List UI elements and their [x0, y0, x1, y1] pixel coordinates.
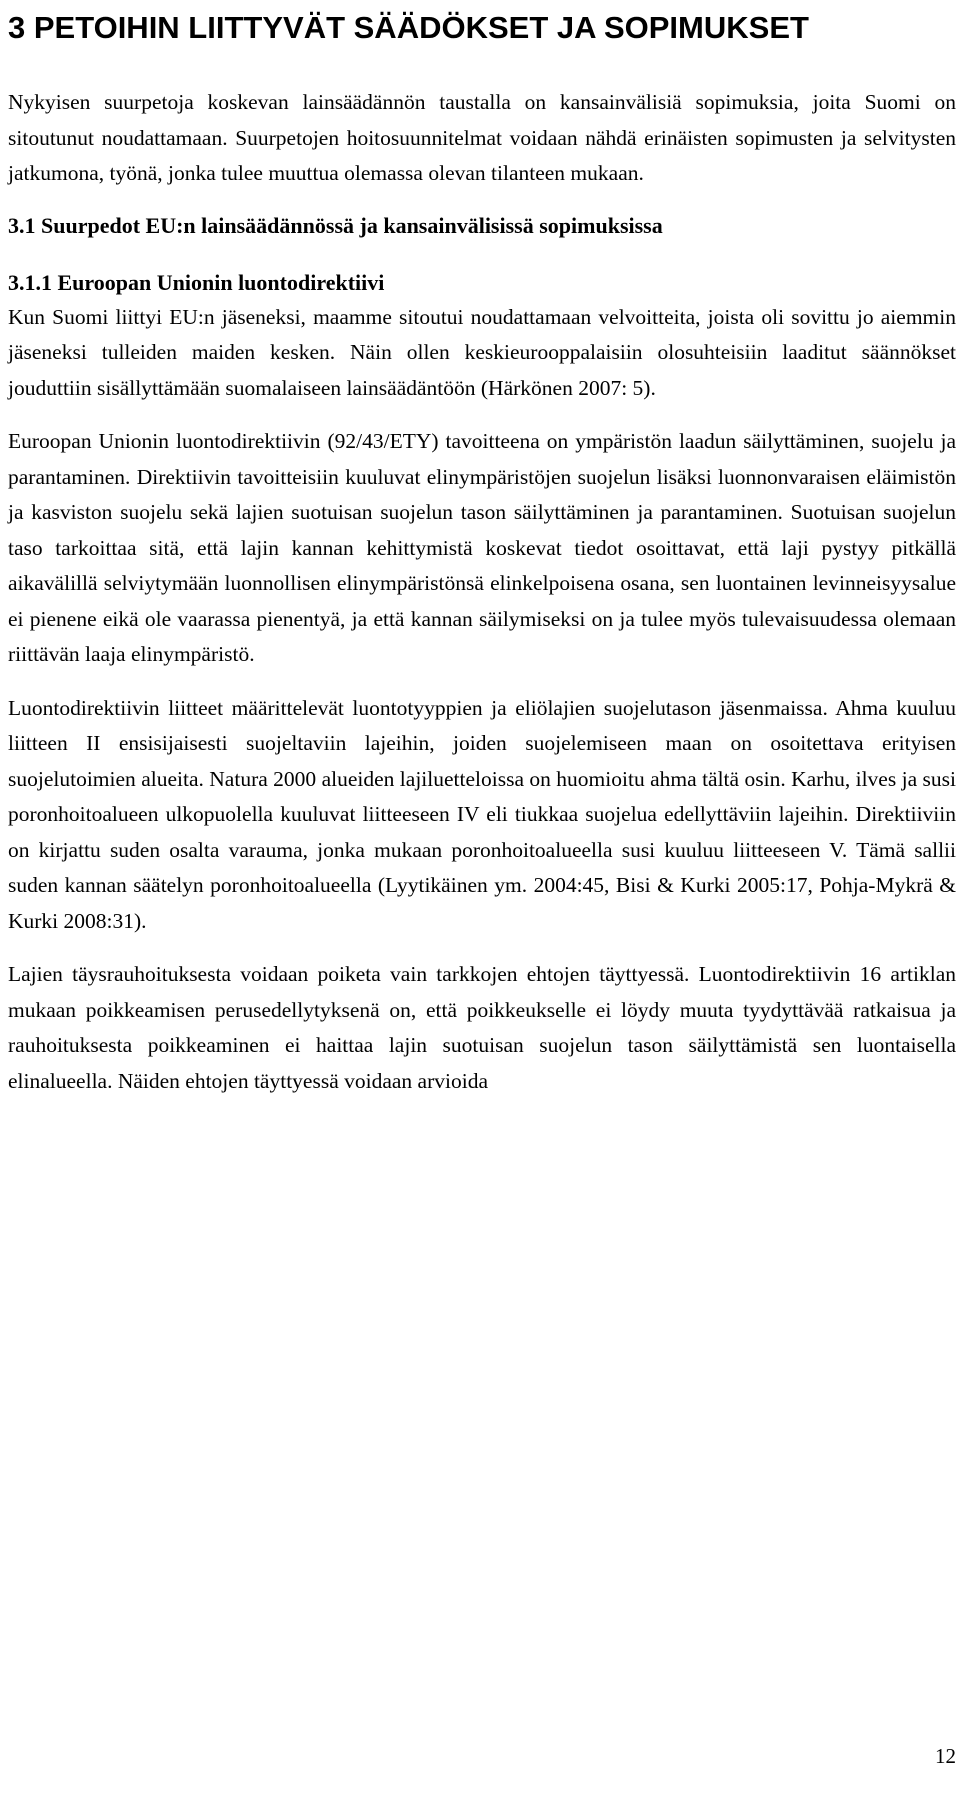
body-paragraph-3: Luontodirektiivin liitteet määrittelevät luontotyyppien ja eliölajien suojelutason jäsenmaissa. Ahma kuuluu liitteen II ensisijaisesti suojeltaviin lajeihin, joiden suojelemiseen maan on osoitettava erityisen suojelutoimien alueita. Natura 2000 alueiden lajiluetteloissa on huomioitu ahma tältä osin. Karhu, ilves ja susi poronhoitoalueen ulkopuolella kuuluvat liitteeseen IV eli tiukkaa suojelua edellyttäviin lajeihin. Direktiiviin on kirjattu suden osalta varauma, jonka mukaan poronhoitoalueella susi kuuluu liitteeseen V. Tämä sallii suden kannan säätelyn poronhoitoalueella (Lyytikäinen ym. 2004:45, Bisi & Kurki 2005:17, Pohja-Mykrä & Kurki 2008:31).: [8, 695, 956, 933]
body-paragraph-1: Kun Suomi liittyi EU:n jäseneksi, maamme sitoutui noudattamaan velvoitteita, joista oli sovittu jo aiemmin jäseneksi tulleiden maiden kesken. Näin ollen keskieurooppalaisiin olosuhteisiin laaditut säännökset jouduttiin sisällyttämään suomalaiseen lainsäädäntöön (Härkönen 2007: 5).: [8, 304, 956, 400]
section-heading: 3.1 Suurpedot EU:n lainsäädännössä ja kansainvälisissä sopimuksissa: [8, 212, 663, 238]
body-paragraph-4: Lajien täysrauhoituksesta voidaan poiketa vain tarkkojen ehtojen täyttyessä. Luontodirektiivin 16 artiklan mukaan poikkeamisen perusedellytyksenä on, että poikkeukselle ei löydy muuta tyydyttävää ratkaisua ja rauhoituksesta poikkeaminen ei haittaa lajin suotuisan suojelun tason säilyttämistä sen luontaisella elinalueella. Näiden ehtojen täyttyessä voidaan arvioida: [8, 962, 956, 1093]
subsection-heading: 3.1.1 Euroopan Unionin luontodirektiivi: [8, 269, 385, 295]
document-page: [8, 0, 956, 1099]
chapter-heading: 3 PETOIHIN LIITTYVÄT SÄÄDÖKSET JA SOPIMUKSET: [8, 10, 809, 45]
body-paragraph-2: Euroopan Unionin luontodirektiivin (92/43/ETY) tavoitteena on ympäristön laadun säilyttäminen, suojelu ja parantaminen. Direktiivin tavoitteisiin kuuluvat elinympäristöjen suojelun lisäksi luonnonvaraisen eläimistön ja kasviston suojelu sekä lajien suotuisan suojelun tason säilyttäminen ja parantaminen. Suotuisan suojelun taso tarkoittaa sitä, että lajin kannan kehittymistä koskevat tiedot osoittavat, että laji pystyy pitkällä aikavälillä selviytymään luonnollisen elinympäristönsä elinkelpoisena osana, sen luontainen levinneisyysalue ei pienene eikä ole vaarassa pienentyä, ja että kannan säilymiseksi on ja tulee myös tulevaisuudessa olemaan riittävän laaja elinympäristö.: [8, 429, 956, 666]
page-number: 12: [935, 1744, 956, 1768]
intro-paragraph: Nykyisen suurpetoja koskevan lainsäädännön taustalla on kansainvälisiä sopimuksia, joita Suomi on sitoutunut noudattamaan. Suurpetojen hoitosuunnitelmat voidaan nähdä erinäisten sopimusten ja selvitysten jatkumona, työnä, jonka tulee muuttua olemassa olevan tilanteen mukaan.: [8, 90, 956, 185]
